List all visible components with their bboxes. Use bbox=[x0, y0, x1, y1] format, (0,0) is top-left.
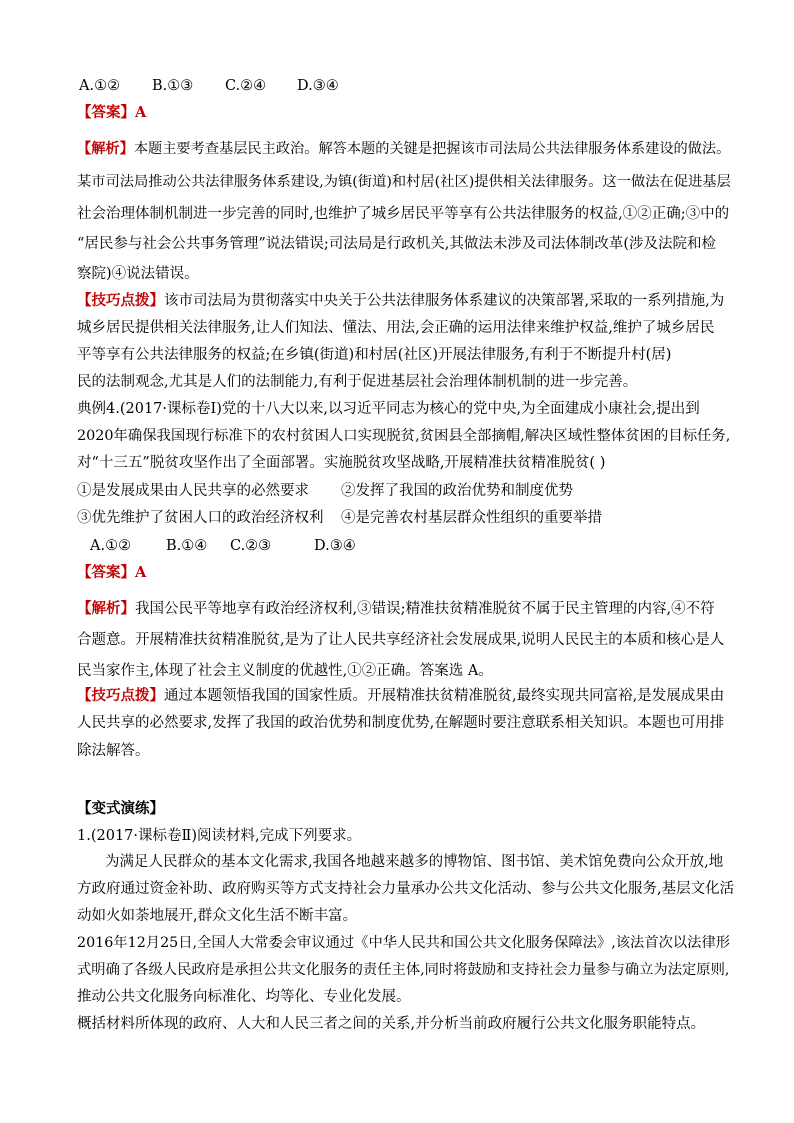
q3-analysis-line-0 bbox=[77, 139, 734, 159]
q3-analysis-line-1: 某市司法局推动公共法律服务体系建设,为镇(街道)和村居(社区)提供相关法律服务。这一做法在促进基层 bbox=[77, 174, 731, 190]
practice-line-7: 概括材料所体现的政府、人大和人民三者之间的关系,并分析当前政府履行公共文化服务职能特点。 bbox=[77, 1016, 706, 1032]
q3-analysis-line-4: 察院)④说法错误。 bbox=[77, 266, 199, 282]
tip-label: 【技巧点拨】 bbox=[77, 687, 164, 704]
q4-statement-3: ③优先维护了贫困人口的政治经济权利 bbox=[77, 510, 324, 526]
analysis-label: 【解析】 bbox=[77, 600, 135, 617]
q3-option-d: D.③④ bbox=[297, 78, 339, 94]
q4-analysis-line-0 bbox=[77, 599, 734, 619]
q4-option-b: B.①④ bbox=[166, 538, 208, 554]
q4-statement-4: ④是完善农村基层群众性组织的重要举措 bbox=[341, 510, 602, 526]
q4-option-d: D.③④ bbox=[314, 538, 356, 554]
tip-text: 通过本题领悟我国的国家性质。开展精准扶贫精准脱贫,最终实现共同富裕,是发展成果由 bbox=[164, 688, 725, 704]
analysis-text: 本题主要考查基层民主政治。解答本题的关键是把握该市司法局公共法律服务体系建设的做法。 bbox=[133, 141, 731, 157]
q4-statements-row-2 bbox=[77, 508, 734, 528]
q4-analysis-line-2: 民当家作主,体现了社会主义制度的优越性,①②正确。答案选 A。 bbox=[77, 663, 493, 679]
practice-line-3: 动如火如荼地展开,群众文化生活不断丰富。 bbox=[77, 908, 358, 924]
q4-statement-1: ①是发展成果由人民共享的必然要求 bbox=[77, 483, 309, 499]
practice-line-5: 式明确了各级人民政府是承担公共文化服务的责任主体,同时将鼓励和支持社会力量参与确立为法定原则, bbox=[77, 962, 730, 978]
q4-option-c: C.②③ bbox=[230, 538, 272, 554]
q3-tip-line-0 bbox=[77, 291, 734, 311]
analysis-text: 我国公民平等地享有政治经济权利,③错误;精准扶贫精准脱贫不属于民主管理的内容,④不符 bbox=[135, 601, 715, 617]
q4-statements-row-1 bbox=[77, 481, 734, 501]
q3-tip-line-2: 平等享有公共法律服务的权益;在乡镇(街道)和村居(社区)开展法律服务,有利于不断提升村(居) bbox=[77, 347, 672, 363]
answer-label: 【答案】 bbox=[77, 104, 135, 121]
q4-tip-line-1: 人民共享的必然要求,发挥了我国的政治优势和制度优势,在解题时要注意联系相关知识。本题也可用排 bbox=[77, 715, 725, 731]
q3-option-a: A.①② bbox=[79, 78, 121, 94]
answer-value: A bbox=[135, 564, 147, 581]
practice-heading: 【变式演练】 bbox=[77, 800, 164, 817]
q3-option-c: C.②④ bbox=[225, 78, 267, 94]
q4-analysis-line-1: 合题意。开展精准扶贫精准脱贫,是为了让人民共享经济社会发展成果,说明人民民主的本质和核心是人 bbox=[77, 632, 725, 648]
q4-stem-line-1: 2020年确保我国现行标准下的农村贫困人口实现脱贫,贫困县全部摘帽,解决区域性整体贫困的目标任务, bbox=[77, 428, 731, 444]
answer-value: A bbox=[135, 104, 147, 121]
tip-text: 该市司法局为贯彻落实中央关于公共法律服务体系建议的决策部署,采取的一系列措施,为 bbox=[164, 293, 725, 309]
answer-label: 【答案】 bbox=[77, 564, 135, 581]
q4-stem-line-0: 典例4.(2017·课标卷Ⅰ)党的十八大以来,以习近平同志为核心的党中央,为全面建成小康社会,提出到 bbox=[77, 401, 700, 417]
q3-tip-line-3: 民的法制观念,尤其是人们的法制能力,有利于促进基层社会治理体制机制的进一步完善。 bbox=[77, 374, 638, 390]
q4-answer bbox=[77, 563, 734, 583]
q3-analysis-line-3: “居民参与社会公共事务管理”说法错误;司法局是行政机关,其做法未涉及司法体制改革(涉及法院和检 bbox=[77, 236, 716, 252]
analysis-label: 【解析】 bbox=[77, 141, 134, 157]
q4-option-a: A.①② bbox=[90, 538, 132, 554]
q4-tip-line-0 bbox=[77, 686, 734, 706]
practice-line-2: 方政府通过资金补助、政府购买等方式支持社会力量承办公共文化活动、参与公共文化服务,基层文化活 bbox=[77, 881, 735, 897]
q4-statement-2: ②发挥了我国的政治优势和制度优势 bbox=[341, 483, 573, 499]
practice-line-6: 推动公共文化服务向标准化、均等化、专业化发展。 bbox=[77, 989, 411, 1005]
q3-analysis-line-2: 社会治理体制机制进一步完善的同时,也维护了城乡居民平等享有公共法律服务的权益,①②正确;③中的 bbox=[77, 206, 730, 222]
q3-option-b: B.①③ bbox=[152, 78, 194, 94]
q3-options bbox=[79, 76, 734, 96]
q3-answer bbox=[77, 103, 734, 123]
q4-options bbox=[90, 536, 734, 556]
practice-line-1: 为满足人民群众的基本文化需求,我国各地越来越多的博物馆、图书馆、美术馆免费向公众开放,地 bbox=[105, 854, 724, 870]
q4-stem-line-2: 对“十三五”脱贫攻坚作出了全面部署。实施脱贫攻坚战略,开展精准扶贫精准脱贫( ) bbox=[77, 455, 606, 471]
practice-line-0: 1.(2017·课标卷Ⅱ)阅读材料,完成下列要求。 bbox=[77, 828, 362, 844]
q4-tip-line-2: 除法解答。 bbox=[77, 743, 150, 759]
practice-line-4: 2016年12月25日,全国人大常委会审议通过《中华人民共和国公共文化服务保障法》,该法首次以法律形 bbox=[77, 935, 731, 951]
q3-tip-line-1: 城乡居民提供相关法律服务,让人们知法、懂法、用法,会正确的运用法律来维护权益,维护了城乡居民 bbox=[77, 320, 715, 336]
tip-label: 【技巧点拨】 bbox=[77, 292, 164, 309]
